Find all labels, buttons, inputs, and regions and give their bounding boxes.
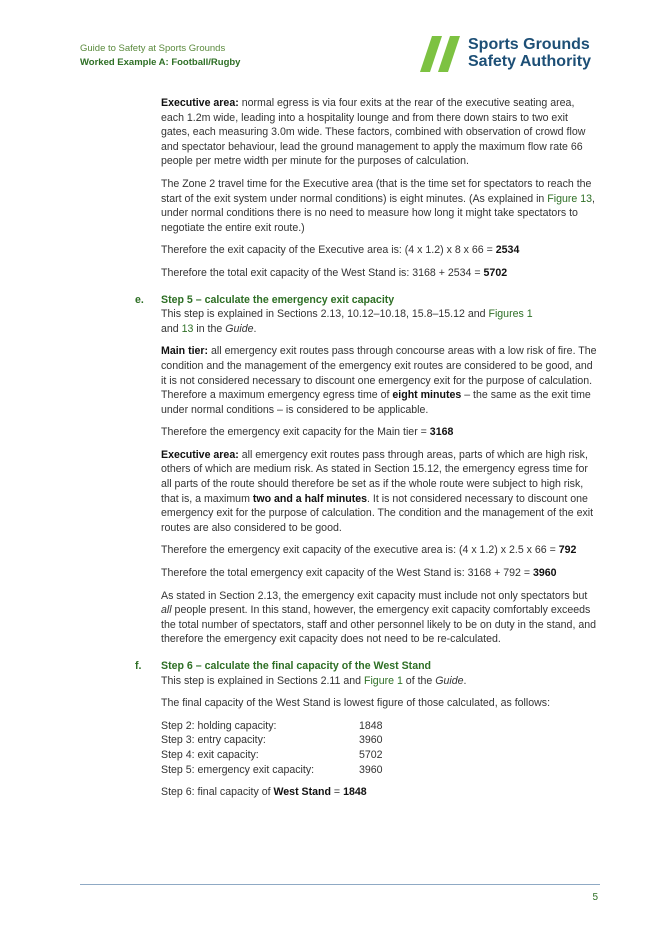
total-exit-capacity-text: Therefore the total exit capacity of the West Stand is: 3168 + 2534 =	[161, 266, 484, 279]
zone2-text-b: , under normal conditions there is no need to measure how long it might take spectators to negotiate the entire exit route.)	[161, 192, 595, 234]
exec-area-text: normal egress is via four exits at the rear of the executive seating area, each 1.2m wide, leading into a hospitality lounge and from there down stairs to two exit gates, each measuring 3.0m wide. These factors, combined with observation of crowd flow and spectator behaviour, lead the ground management to apply the maximum flow rate 66 people per metre width per minute for the purposes of calculation.	[161, 97, 586, 168]
total-emergency-result	[161, 566, 599, 581]
step-f-section	[135, 659, 599, 800]
step-e-intro-b: and	[161, 322, 182, 335]
sgsa-logo	[420, 36, 605, 72]
capacity-table	[161, 719, 383, 777]
step-f-intro	[161, 674, 599, 689]
capacity-value: 3960	[359, 763, 383, 776]
emergency-note-b: people present. In this stand, however, the emergency exit capacity comfortably exceeds the total number of spectators, staff and other personnel likely to be on duty in the stand, and therefore the emergency exit capacity does not need to be re-calculated.	[161, 604, 597, 646]
capacity-label: Step 3: entry capacity:	[161, 734, 266, 747]
exec-emergency-result	[161, 543, 599, 558]
header-guide-title: Guide to Safety at Sports Grounds	[80, 43, 226, 54]
figure-13-link-2[interactable]: 13	[181, 322, 194, 335]
exec-emergency-result-text: Therefore the emergency exit capacity of the executive area is: (4 x 1.2) x 2.5 x 66 =	[161, 544, 559, 557]
capacity-value: 1848	[359, 719, 383, 732]
step-f-title: Step 6 – calculate the final capacity of the West Stand	[161, 660, 432, 672]
capacity-value: 3960	[359, 734, 383, 747]
total-exit-capacity-value: 5702	[483, 266, 508, 279]
step-e-section	[135, 293, 599, 647]
final-capacity-stand: West Stand	[273, 786, 331, 799]
zone2-text-a: The Zone 2 travel time for the Executive area (that is the time set for spectators to reach the start of the exit system under normal conditions) is eight minutes. (As explained in	[161, 177, 592, 205]
page-number: 5	[592, 892, 598, 903]
exec-exit-capacity-value: 2534	[495, 244, 520, 257]
main-tier-result-value: 3168	[429, 426, 454, 439]
main-tier-lead: Main tier:	[161, 345, 209, 358]
step-f-intro-c: .	[463, 674, 467, 687]
logo-line-2: Safety Authority	[468, 53, 591, 70]
total-exit-capacity-line	[161, 266, 599, 281]
step-f-letter: f.	[135, 660, 142, 672]
step-f-intro-a: This step is explained in Sections 2.11 and	[161, 674, 364, 687]
exec-emergency-text-b: . It is not considered necessary to discount one emergency exit for the purpose of calculation. The condition and the management of the exit routes are also considered to be good.	[161, 492, 594, 534]
guide-italic-2: Guide	[435, 674, 464, 687]
final-capacity-line	[161, 785, 599, 800]
step-e-intro-c: in the	[193, 322, 226, 335]
emergency-note-paragraph	[161, 589, 599, 647]
capacity-label: Step 2: holding capacity:	[161, 719, 277, 732]
main-tier-paragraph	[161, 344, 599, 417]
capacity-label: Step 5: emergency exit capacity:	[161, 763, 315, 776]
header-example-title: Worked Example A: Football/Rugby	[80, 57, 241, 68]
step-e-intro-a: This step is explained in Sections 2.13, 10.12–10.18, 15.8–15.12 and	[161, 308, 489, 321]
exec-emergency-text-a: all emergency exit routes pass through areas, parts of which are high risk, others of which are medium risk. As stated in Section 15.12, the emergency egress time for all parts of the route should therefore be set as if the whole route were subject to high risk, that is, a maximum	[161, 448, 588, 505]
exec-emergency-bold: two and a half minutes	[252, 492, 368, 505]
step-f-intro-b: of the	[402, 674, 436, 687]
footer-divider	[80, 884, 600, 885]
table-row	[161, 748, 383, 763]
guide-italic: Guide	[225, 322, 254, 335]
step-e-letter: e.	[135, 293, 144, 306]
final-capacity-text-b: =	[330, 786, 344, 799]
exec-area-lead: Executive area:	[161, 97, 239, 109]
step-e-intro-d: .	[253, 322, 257, 335]
main-tier-text-b: – the same as the exit time under normal conditions – is considered to be applicable.	[161, 389, 591, 416]
table-row	[161, 733, 383, 748]
step-e-intro	[161, 307, 599, 336]
total-emergency-result-text: Therefore the total emergency exit capacity of the West Stand is: 3168 + 792 =	[161, 567, 533, 580]
emergency-note-italic: all	[161, 604, 172, 617]
main-tier-result-text: Therefore the emergency exit capacity for the Main tier =	[161, 426, 430, 439]
final-capacity-text-a: Step 6: final capacity of	[161, 786, 274, 799]
figures-1-link[interactable]: Figures 1	[488, 308, 533, 321]
main-tier-result	[161, 425, 599, 440]
capacity-value: 5702	[359, 748, 383, 761]
main-tier-text-a: all emergency exit routes pass through concourse areas with a low risk of fire. The condition and the management of the emergency exit routes are considered to be good, and it is not considered necessary to discount one emergency exit for the purpose of calculation. Therefore a maximum emergency egress time of	[161, 345, 597, 402]
table-row	[161, 763, 383, 778]
main-tier-bold: eight minutes	[392, 389, 462, 402]
exec-emergency-paragraph	[161, 448, 599, 536]
final-capacity-value: 1848	[343, 786, 367, 799]
document-body	[135, 96, 599, 808]
exec-exit-capacity-text: Therefore the exit capacity of the Executive area is: (4 x 1.2) x 8 x 66 =	[161, 244, 496, 257]
emergency-note-a: As stated in Section 2.13, the emergency exit capacity must include not only spectators but	[161, 589, 588, 602]
exec-exit-capacity-line	[161, 243, 599, 258]
exec-emergency-lead: Executive area:	[161, 448, 239, 461]
logo-line-1: Sports Grounds	[468, 36, 590, 53]
step-e-title: Step 5 – calculate the emergency exit capacity	[161, 293, 395, 306]
total-emergency-result-value: 3960	[532, 567, 557, 580]
capacity-label: Step 4: exit capacity:	[161, 748, 259, 761]
exec-emergency-result-value: 792	[558, 544, 577, 557]
step-f-lead-in: The final capacity of the West Stand is lowest figure of those calculated, as follows:	[161, 697, 551, 710]
exec-area-paragraph	[161, 96, 599, 169]
table-row	[161, 719, 383, 734]
zone2-paragraph	[161, 177, 599, 235]
figure-13-link[interactable]: Figure 13	[547, 192, 593, 205]
figure-1-link[interactable]: Figure 1	[363, 674, 403, 687]
logo-slash-icon	[420, 36, 464, 72]
